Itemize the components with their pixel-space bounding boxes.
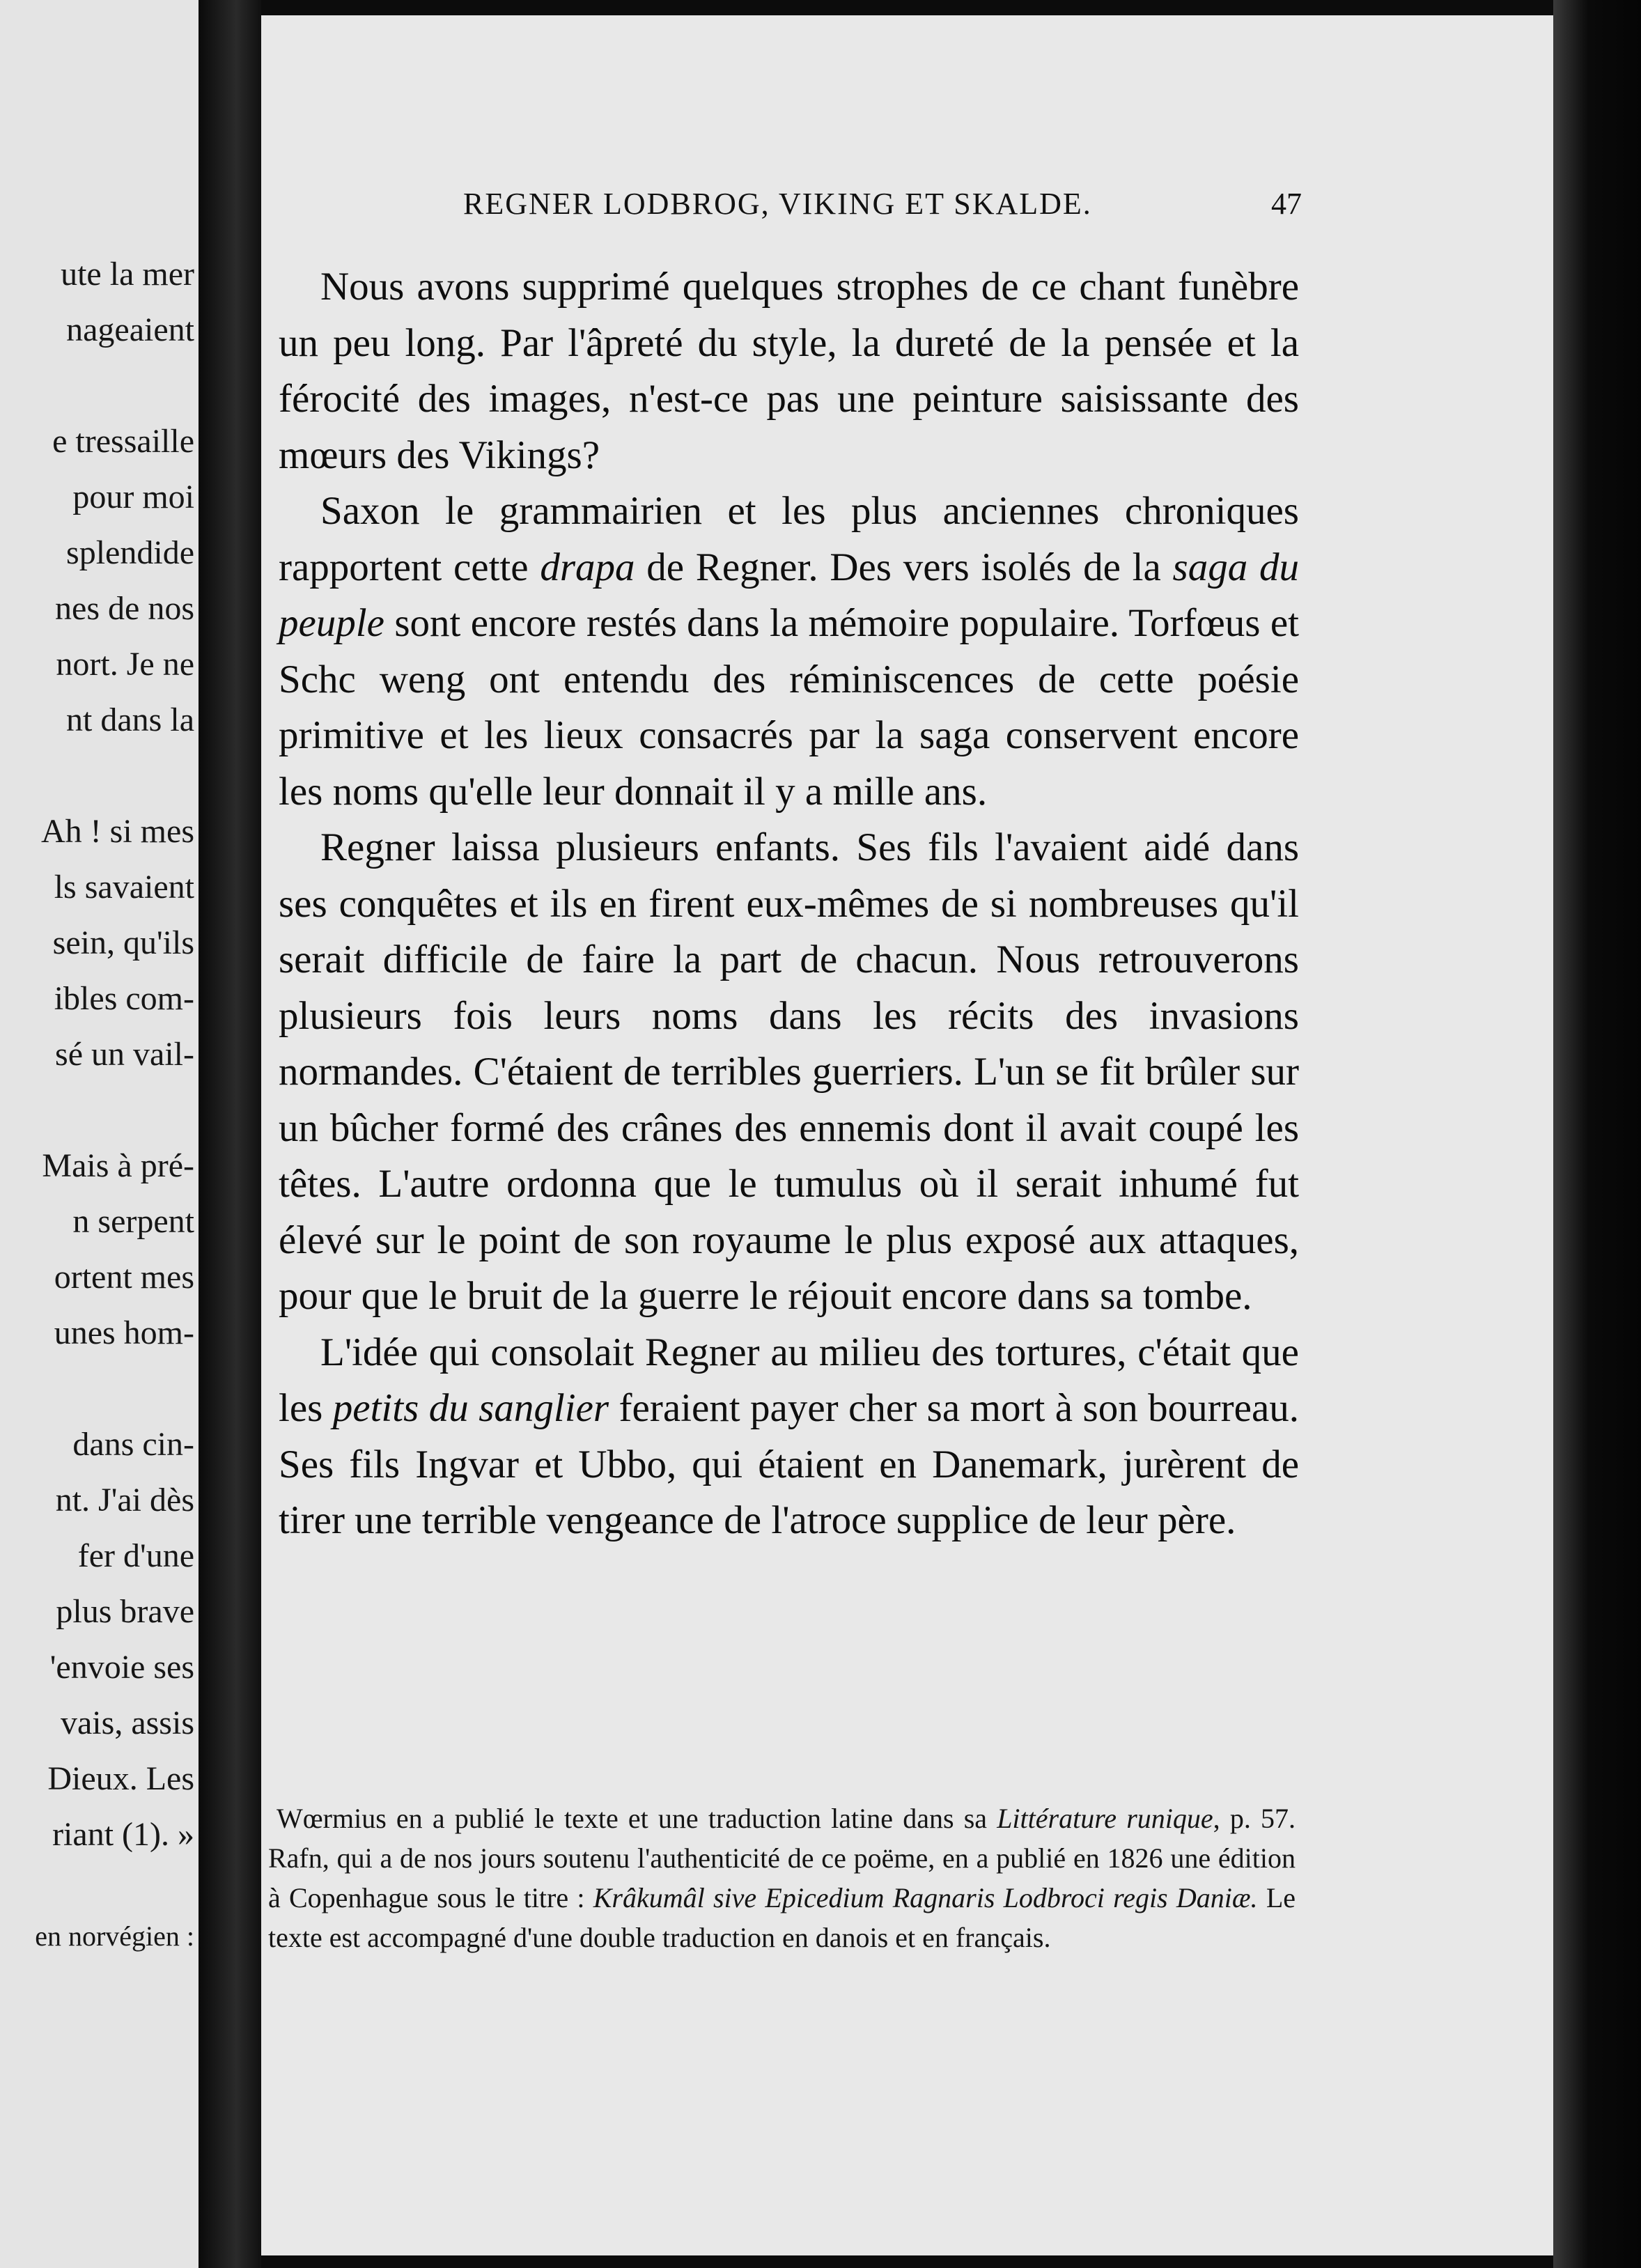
- prev-line: nt. J'ai dès: [55, 1482, 194, 1519]
- text-run: Saxon le grammairien et les plus anciennes chroniques rapportent cette: [279, 489, 1299, 589]
- prev-line: nes de nos: [55, 590, 194, 627]
- prev-line: riant (1). »: [52, 1816, 194, 1853]
- prev-line: pour moi: [72, 479, 194, 515]
- text-run: de Regner. Des vers isolés de la: [635, 545, 1173, 589]
- book-gutter: [199, 0, 261, 2268]
- text-run: L'idée qui consolait Regner au milieu des tortures, c'était que les: [279, 1330, 1299, 1430]
- text-run: , p. 57. Rafn, qui a de nos jours soutenu l'authenticité de ce poëme, en a publié en 1826 une édition à Copenhague sous le titre :: [268, 1803, 1296, 1913]
- prev-line: fer d'une: [77, 1537, 194, 1574]
- italic-term: Littérature runique: [997, 1803, 1213, 1834]
- prev-line: plus brave: [56, 1593, 194, 1630]
- prev-line: n serpent: [72, 1203, 194, 1240]
- prev-line: e tressaille: [52, 423, 194, 460]
- page-edge-shadow: [1553, 0, 1641, 2268]
- prev-line: 'envoie ses: [49, 1649, 194, 1686]
- prev-footnote-line: en norvégien :: [35, 1920, 194, 1952]
- prev-line: nt dans la: [66, 701, 194, 738]
- paragraph-1: Nous avons supprimé quelques strophes de ce chant funèbre un peu long. Par l'âpreté du style, la dureté de la pensée et la férocité des images, n'est-ce pas une peinture saisissante des mœurs des Vikings?: [279, 265, 1299, 477]
- prev-line: ls savaient: [54, 869, 194, 906]
- footnote: [268, 1799, 1296, 1957]
- paragraph-4: [279, 1325, 1299, 1549]
- prev-line: sein, qu'ils: [52, 924, 194, 961]
- prev-line: Dieux. Les: [47, 1760, 194, 1797]
- prev-line: sé un vail-: [55, 1036, 194, 1073]
- body-text: [279, 259, 1299, 1549]
- running-title: REGNER LODBROG, VIKING ET SKALDE.: [463, 187, 1092, 221]
- prev-line: Ah ! si mes: [41, 813, 194, 850]
- text-run: Wœrmius en a publié le texte et une traduction latine dans sa: [277, 1803, 997, 1834]
- prev-line: Mais à pré-: [42, 1147, 194, 1184]
- previous-page-fragment: [0, 0, 199, 2268]
- prev-line: splendide: [66, 534, 194, 571]
- italic-term: petits du sanglier: [332, 1386, 609, 1430]
- prev-line: ute la mer: [61, 256, 194, 293]
- paragraph-2: [279, 483, 1299, 820]
- prev-line: nageaient: [66, 311, 194, 348]
- prev-line: ibles com-: [54, 980, 194, 1017]
- text-run: feraient payer cher sa mort à son bourreau. Ses fils Ingvar et Ubbo, qui étaient en Danemark, jurèrent de tirer une terrible vengeance de l'atroce supplice de leur père.: [279, 1386, 1299, 1542]
- text-run: Le texte est accompagné d'une double traduction en danois et en français.: [268, 1882, 1296, 1953]
- page-number: 47: [1271, 187, 1302, 221]
- main-page: [261, 15, 1553, 2255]
- prev-line: ortent mes: [54, 1259, 194, 1296]
- prev-line: nort. Je ne: [56, 646, 194, 683]
- prev-line: dans cin-: [72, 1426, 194, 1463]
- text-run: sont encore restés dans la mémoire populaire. Torfœus et Schc weng ont entendu des réminiscences de cette poésie primitive et les lieux consacrés par la saga conservent encore les noms qu'elle leur donnait il y a mille ans.: [279, 601, 1299, 814]
- italic-term: drapa: [540, 545, 635, 589]
- italic-term: saga du peuple: [279, 545, 1299, 645]
- prev-line: vais, assis: [61, 1704, 194, 1741]
- prev-line: unes hom-: [54, 1314, 194, 1351]
- italic-title: Krâkumâl sive Epicedium Ragnaris Lodbroci regis Daniæ.: [593, 1882, 1258, 1913]
- paragraph-3: Regner laissa plusieurs enfants. Ses fils l'avaient aidé dans ses conquêtes et ils en firent eux-mêmes de si nombreuses qu'il serait difficile de faire la part de chacun. Nous retrouverons plusieurs fois leurs noms dans les récits des invasions normandes. C'étaient de terribles guerriers. L'un se fit brûler sur un bûcher formé des crânes des ennemis dont il avait coupé les têtes. L'autre ordonna que le tumulus où il serait inhumé fut élevé sur le point de son royaume le plus exposé aux attaques, pour que le bruit de la guerre le réjouit encore dans sa tombe.: [279, 825, 1299, 1318]
